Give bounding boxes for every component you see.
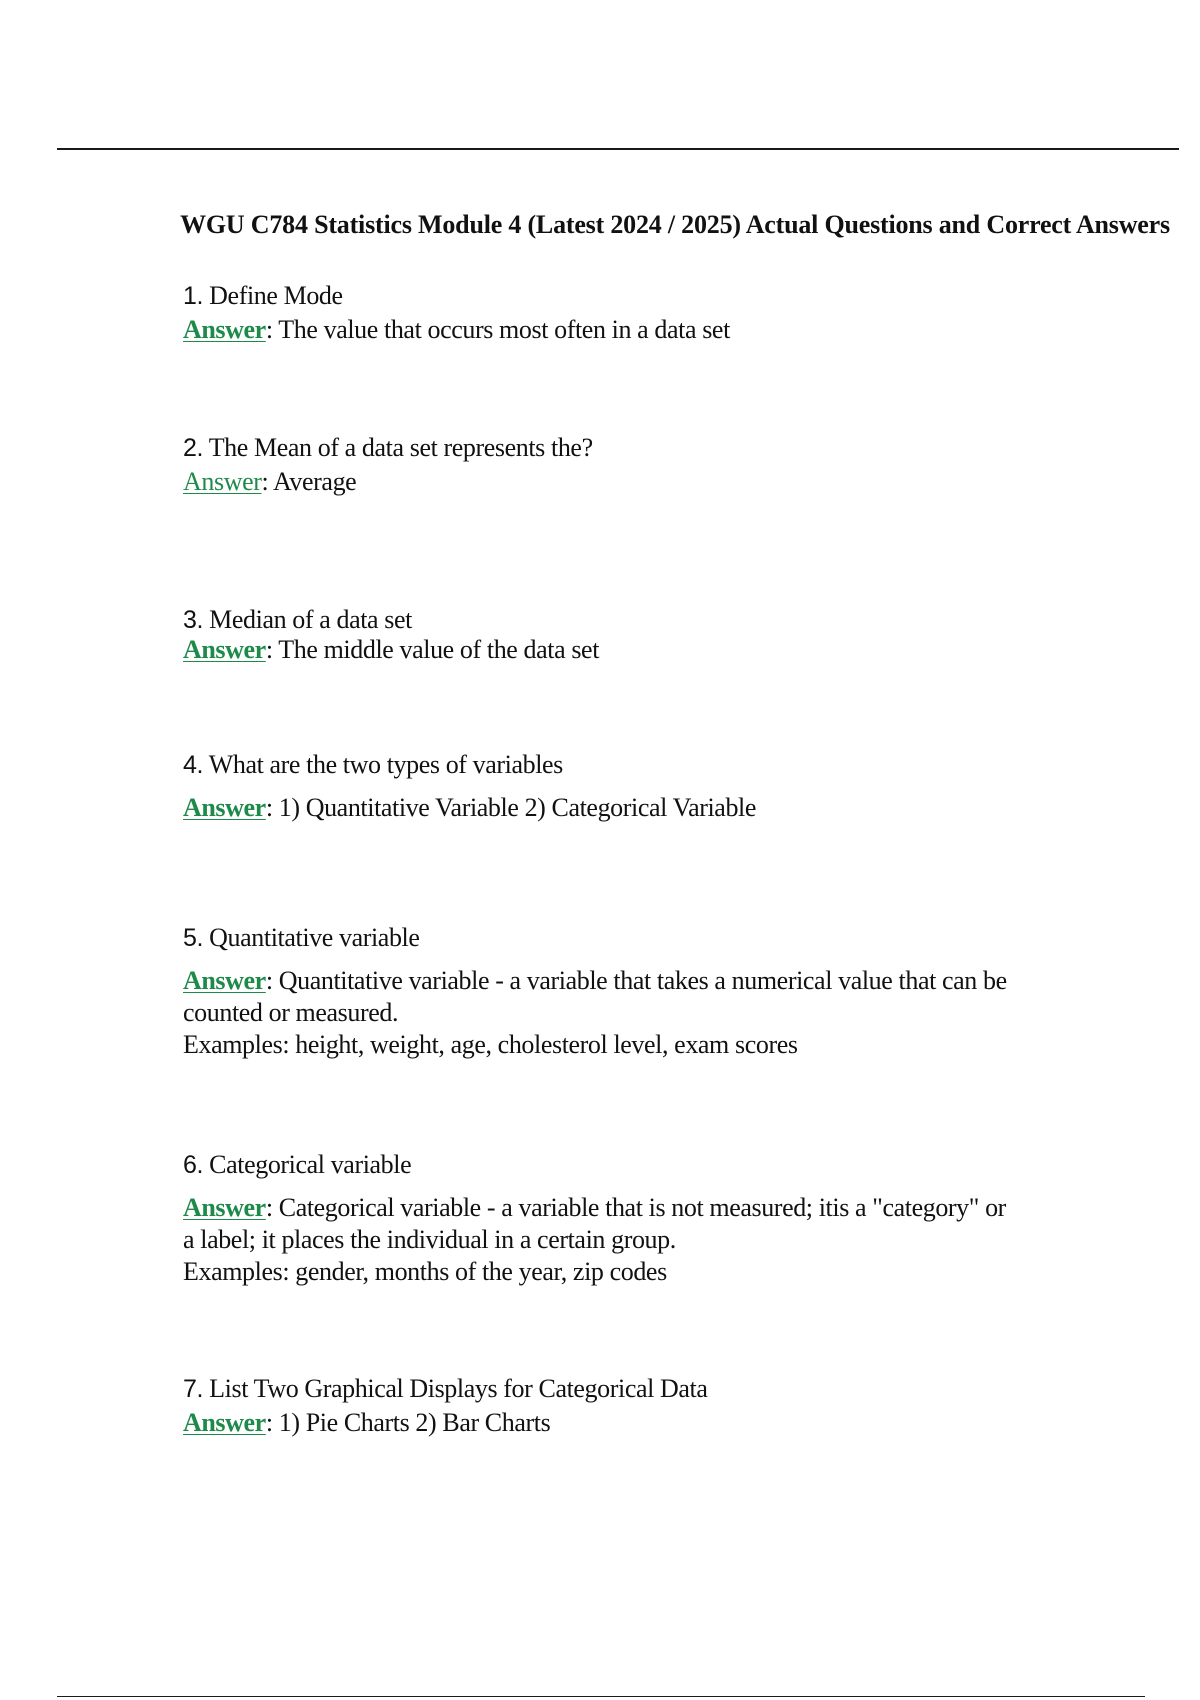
question-2 [183,432,1113,464]
question-number: 5. [183,924,204,952]
qa-item-1 [183,280,1113,346]
qa-item-5 [183,922,1113,1061]
qa-item-4 [183,749,1113,824]
qa-item-6 [183,1149,1113,1288]
answer-text: 1) Pie Charts 2) Bar Charts [278,1408,551,1437]
answer-label: Answer [183,467,262,496]
answer-label: Answer [183,966,266,995]
answer-examples: Examples: height, weight, age, cholesterol level, exam scores [183,1030,798,1059]
qa-item-3 [183,604,1113,666]
question-text: List Two Graphical Displays for Categorical Data [209,1374,708,1403]
answer-label: Answer [183,635,266,664]
question-number: 3. [183,606,204,634]
question-7 [183,1373,1113,1405]
answer-5 [183,965,1113,1061]
answer-label: Answer [183,793,266,822]
question-text: Define Mode [209,281,343,310]
answer-3: Answer: The middle value of the data set [183,635,600,664]
answer-1: Answer: The value that occurs most often in a data set [183,315,730,344]
question-3 [183,604,1113,636]
question-4 [183,749,1113,781]
qa-item-2 [183,432,1113,498]
question-number: 4. [183,751,204,779]
question-text: Median of a data set [209,605,412,634]
question-text: Categorical variable [209,1150,412,1179]
question-5 [183,922,1113,954]
answer-text: 1) Quantitative Variable 2) Categorical Variable [278,793,757,822]
answer-label: Answer [183,1408,266,1437]
question-number: 2. [183,434,204,462]
answer-text: The value that occurs most often in a data set [278,315,730,344]
answer-line: counted or measured. [183,998,399,1027]
answer-text: Quantitative variable - a variable that takes a numerical value that can be [278,966,1007,995]
answer-6 [183,1192,1113,1288]
answer-4: Answer: 1) Quantitative Variable 2) Categorical Variable [183,793,757,822]
question-text: Quantitative variable [209,923,420,952]
question-number: 7. [183,1375,204,1403]
qa-item-7 [183,1373,1113,1439]
question-6 [183,1149,1113,1181]
question-1 [183,280,1113,312]
document-title: WGU C784 Statistics Module 4 (Latest 2024 / 2025) Actual Questions and Correct Answers [180,210,1170,239]
answer-label: Answer [183,315,266,344]
answer-line: Answer: Quantitative variable - a variable that takes a numerical value that can be [183,966,1007,995]
answer-line: Answer: Categorical variable - a variable that is not measured; itis a "category" or [183,1193,1006,1222]
answer-label: Answer [183,1193,266,1222]
answer-2: Answer: Average [183,467,357,496]
question-text: What are the two types of variables [208,750,563,779]
question-number: 6. [183,1151,204,1179]
footer-rule [57,1696,1145,1697]
answer-line: a label; it places the individual in a certain group. [183,1225,676,1254]
question-text: The Mean of a data set represents the? [208,433,593,462]
answer-7: Answer: 1) Pie Charts 2) Bar Charts [183,1408,551,1437]
header-rule [57,148,1179,150]
answer-text: The middle value of the data set [278,635,600,664]
question-number: 1. [183,282,204,310]
answer-text: Categorical variable - a variable that is not measured; itis a "category" or [278,1193,1006,1222]
answer-text: Average [272,467,357,496]
answer-examples: Examples: gender, months of the year, zip codes [183,1257,667,1286]
